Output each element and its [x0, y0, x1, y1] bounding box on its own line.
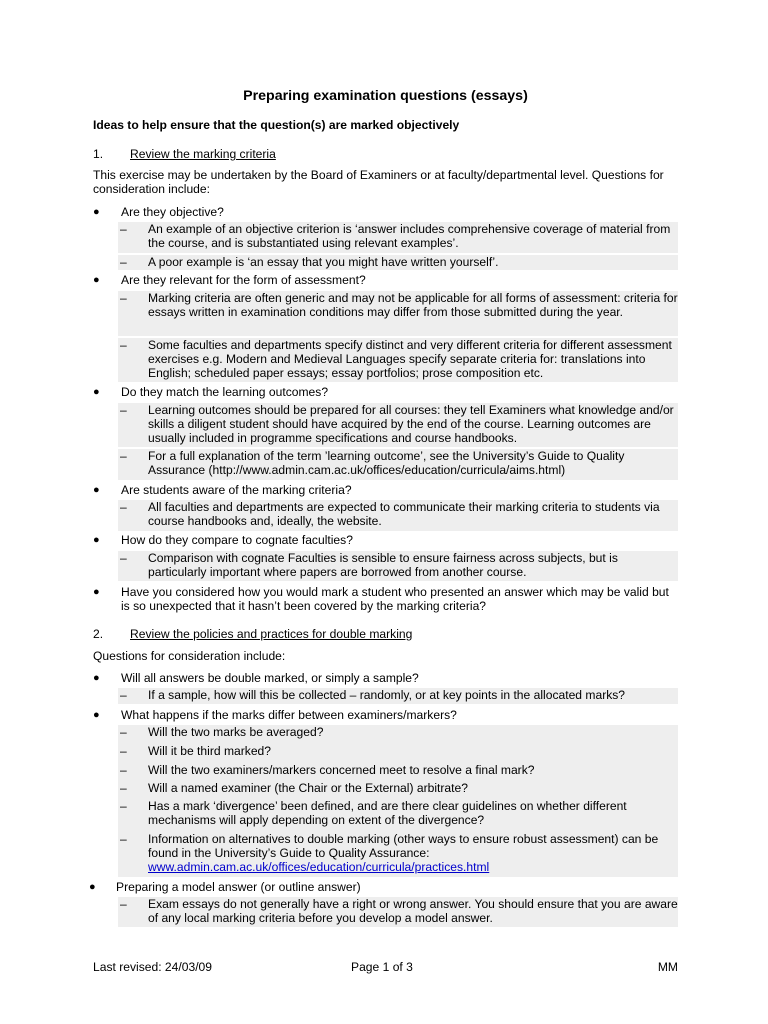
dash-icon: –	[120, 688, 127, 702]
sub-item-text: Will a named examiner (the Chair or the External) arbitrate?	[148, 781, 468, 795]
sub-item	[118, 449, 678, 480]
sub-item-text: Will it be third marked?	[148, 744, 271, 758]
dash-icon: –	[120, 725, 127, 739]
sub-item-text: Marking criteria are often generic and may not be applicable for all forms of assessment: criteria for essays written in examination conditions may differ from those submitted during the year.	[148, 291, 678, 319]
sub-item-text: Will the two marks be averaged?	[148, 725, 324, 739]
bullet-icon: ●	[93, 484, 100, 496]
bullet-icon: ●	[93, 534, 100, 546]
dash-icon: –	[120, 403, 127, 417]
bullet-icon: ●	[93, 274, 100, 286]
sub-item-text: An example of an objective criterion is ‘answer includes comprehensive coverage of material from the course, and is substantiated using relevant examples’.	[148, 222, 671, 250]
dash-icon: –	[120, 449, 127, 463]
sub-item	[118, 781, 678, 797]
sub-item-text: Learning outcomes should be prepared for all courses: they tell Examiners what knowledge and/or skills a diligent student should have acquired by the end of the course. Learning outcomes are usually included in programme specifications and course handbooks.	[148, 403, 674, 445]
dash-icon: –	[120, 763, 127, 777]
sub-item	[118, 500, 678, 531]
document-subtitle: Ideas to help ensure that the question(s) are marked objectively	[93, 118, 460, 132]
bullet-text: Are they relevant for the form of assessment?	[121, 273, 366, 287]
sub-item	[118, 744, 678, 760]
bullet-icon: ●	[93, 709, 100, 721]
section-number: 1.	[93, 147, 104, 161]
sub-item	[118, 291, 678, 336]
sub-item-text: If a sample, how will this be collected – randomly, or at key points in the allocated marks?	[148, 688, 626, 702]
bullet-icon: ●	[93, 386, 100, 398]
bullet-icon: ●	[89, 881, 96, 893]
document-title: Preparing examination questions (essays)	[243, 88, 528, 104]
sub-item	[118, 799, 678, 829]
dash-icon: –	[120, 897, 127, 911]
bullet-icon: ●	[93, 672, 100, 684]
sub-item-text: All faculties and departments are expected to communicate their marking criteria to students via course handbooks and, ideally, the website.	[148, 500, 660, 528]
bullet-text: Are students aware of the marking criteria?	[121, 483, 352, 497]
dash-icon: –	[120, 291, 127, 305]
sub-item	[118, 763, 678, 779]
bullet-text: How do they compare to cognate faculties?	[121, 533, 353, 547]
practices-link[interactable]: www.admin.cam.ac.uk/offices/education/curricula/practices.html	[148, 860, 490, 874]
dash-icon: –	[120, 781, 127, 795]
section-title: Review the policies and practices for double marking	[130, 627, 413, 641]
dash-icon: –	[120, 255, 127, 269]
sub-item-text: Will the two examiners/markers concerned meet to resolve a final mark?	[148, 763, 535, 777]
sub-item-text	[118, 832, 678, 874]
bullet-text: Preparing a model answer (or outline answer)	[116, 880, 361, 894]
page-number: Page 1 of 3	[351, 960, 413, 974]
last-revised: Last revised: 24/03/09	[93, 960, 213, 974]
sub-item-text: Comparison with cognate Faculties is sensible to ensure fairness across subjects, but is particularly important where papers are borrowed from another course.	[148, 551, 618, 579]
sub-item	[118, 897, 678, 927]
sub-item-text-body: Information on alternatives to double marking (other ways to ensure robust assessment) can be found in the University’s Guide to Quality Assurance:	[148, 832, 659, 860]
dash-icon: –	[120, 799, 127, 813]
sub-item	[118, 551, 678, 581]
dash-icon: –	[120, 744, 127, 758]
sub-item-text: For a full explanation of the term ’learning outcome’, see the University’s Guide to Quality Assurance (http://www.admin.cam.ac.uk/offices/education/curricula/aims.html)	[148, 449, 625, 477]
dash-icon: –	[120, 832, 127, 846]
sub-item-text: A poor example is ‘an essay that you might have written yourself’.	[148, 255, 499, 269]
sub-item	[118, 688, 678, 704]
dash-icon: –	[120, 338, 127, 352]
sub-item	[118, 403, 678, 447]
sub-item	[118, 832, 678, 876]
section-1-intro: This exercise may be undertaken by the Board of Examiners or at faculty/departmental level. Questions for consideration include:	[93, 168, 664, 196]
section-number: 2.	[93, 627, 104, 641]
dash-icon: –	[120, 551, 127, 565]
bullet-text: Will all answers be double marked, or simply a sample?	[121, 671, 419, 685]
dash-icon: –	[120, 222, 127, 236]
sub-item-text: Some faculties and departments specify distinct and very different criteria for different assessment exercises e.g. Modern and Medieval Languages specify separate criteria for: translations into English; scheduled paper essays; essay portfolios; prose composition etc.	[148, 338, 672, 380]
sub-item-text: Has a mark ‘divergence’ been defined, and are there clear guidelines on whether different mechanisms will apply depending on extent of the divergence?	[148, 799, 627, 827]
bullet-icon: ●	[93, 586, 100, 598]
bullet-text: Have you considered how you would mark a student who presented an answer which may be valid but is so unexpected that it hasn’t been covered by the marking criteria?	[121, 585, 669, 613]
section-title: Review the marking criteria	[130, 147, 276, 161]
sub-item	[118, 338, 678, 382]
author-initials: MM	[657, 960, 678, 974]
bullet-icon: ●	[93, 206, 100, 218]
sub-item	[118, 222, 678, 253]
sub-item-text: Exam essays do not generally have a right or wrong answer. You should ensure that you are aware of any local marking criteria before you develop a model answer.	[148, 897, 678, 925]
bullet-text: Are they objective?	[121, 205, 224, 219]
bullet-text: What happens if the marks differ between examiners/markers?	[121, 708, 457, 722]
dash-icon: –	[120, 500, 127, 514]
sub-item	[118, 725, 678, 741]
section-2-intro: Questions for consideration include:	[93, 649, 286, 663]
bullet-text: Do they match the learning outcomes?	[121, 385, 329, 399]
sub-item	[118, 255, 678, 270]
